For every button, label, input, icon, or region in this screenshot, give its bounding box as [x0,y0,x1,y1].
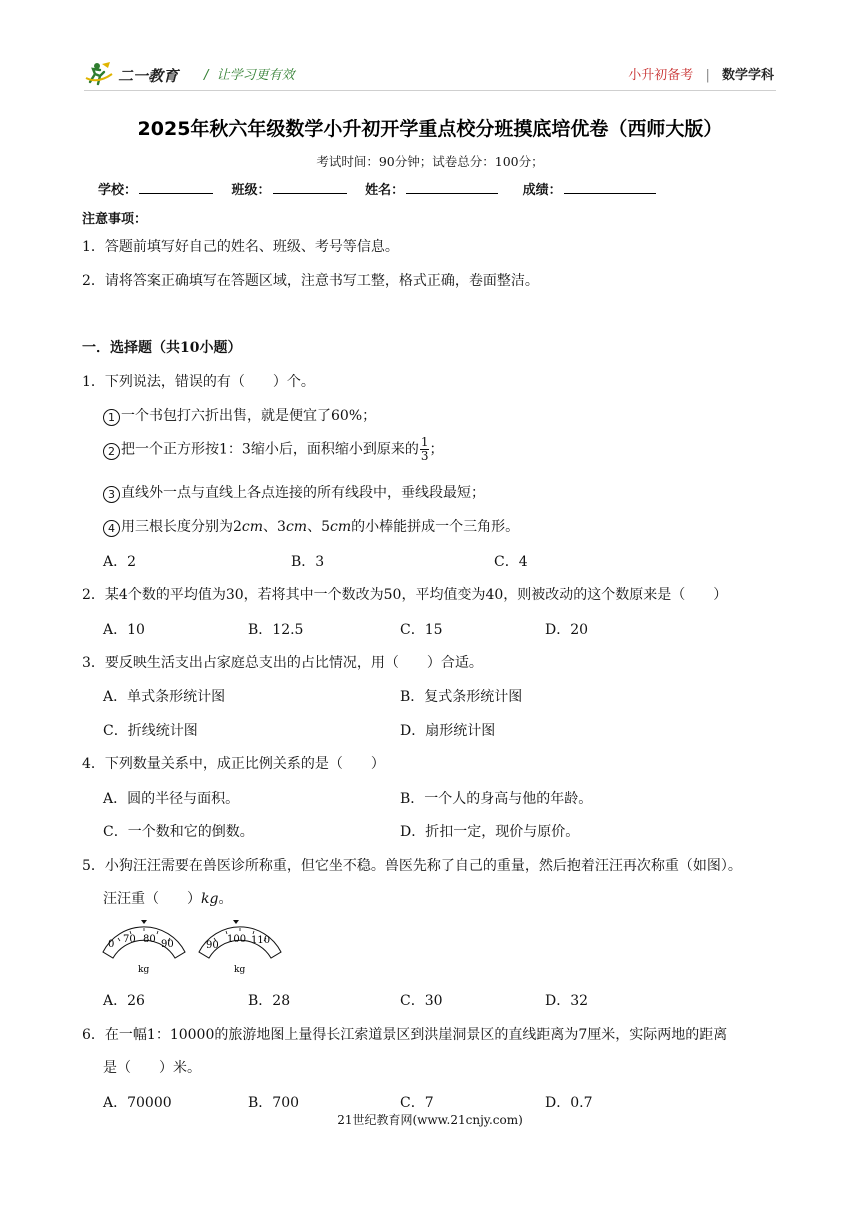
question-6-stem: 6．在一幅1：10000的旅游地图上量得长江索道景区到洪崖洞景区的直线距离为7厘米，实际两地的距离 [82,1027,728,1043]
exam-info: 考试时间：90分钟；试卷总分：100分； [316,154,544,169]
school-blank[interactable] [139,179,213,194]
option-a[interactable]: A．圆的半径与面积。 [103,791,240,807]
header-tag: 小升初备考 [628,68,694,83]
pointer-icon [233,920,239,924]
school-label: 学校： [98,183,138,198]
question-5-stem-line2: 汪汪重（ ）kg。 [103,891,233,907]
notes-title: 注意事项： [82,212,148,227]
option-a[interactable]: A．70000 [103,1095,172,1111]
weighing-scales-figure [100,920,290,980]
question-1-stem: 1．下列说法，错误的有（ ）个。 [82,374,315,390]
scale-dial-1 [103,920,185,975]
option-a[interactable]: A．单式条形统计图 [103,689,226,705]
option-c[interactable]: C．15 [400,622,443,638]
q1-statement-3: 3 直线外一点与直线上各点连接的所有线段中，垂线段最短； [103,482,485,503]
option-c[interactable]: C．7 [400,1095,434,1111]
option-b[interactable]: B．3 [291,554,325,570]
svg-text:80: 80 [143,934,156,945]
name-label: 姓名： [365,183,405,198]
option-b[interactable]: B．一个人的身高与他的年龄。 [400,791,593,807]
svg-text:kg: kg [234,965,246,975]
option-b[interactable]: B．复式条形统计图 [400,689,523,705]
option-c[interactable]: C．4 [494,554,528,570]
option-b[interactable]: B．12.5 [248,622,304,638]
svg-text:90: 90 [206,940,219,951]
header-subject: 数学学科 [721,68,774,83]
question-3-stem: 3．要反映生活支出占家庭总支出的占比情况，用（ ）合适。 [82,655,483,671]
option-c[interactable]: C．30 [400,993,443,1009]
fraction: $\frac{1}{3}$ [420,435,429,463]
option-c[interactable]: C．一个数和它的倒数。 [103,824,254,840]
running-figure-icon [86,62,112,84]
circled-number-icon: 3 [103,486,120,503]
circled-number-icon: 4 [103,520,120,537]
circled-number-icon: 1 [103,409,120,426]
name-blank[interactable] [406,179,498,194]
page-title: 2025年秋六年级数学小升初开学重点校分班摸底培优卷（西师大版） [137,118,723,140]
option-d[interactable]: D．扇形统计图 [400,723,496,739]
option-a[interactable]: A．26 [103,993,145,1009]
brand-name: 二一教育 [118,67,179,85]
svg-text:0: 0 [108,939,115,950]
q1-statement-4: 4 用三根长度分别为2cm、3cm、5cm的小棒能拼成一个三角形。 [103,516,519,537]
student-info-row [98,179,656,198]
circled-number-icon: 2 [103,443,120,460]
score-label: 成绩： [522,183,562,198]
option-c[interactable]: C．折线统计图 [103,723,198,739]
note-item: 1．答题前填写好自己的姓名、班级、考号等信息。 [82,239,399,255]
class-label: 班级： [231,183,271,198]
svg-text:110: 110 [251,935,271,946]
question-2-stem: 2．某4个数的平均值为30，若将其中一个数改为50，平均值变为40，则被改动的这个数原来是（ ） [82,587,728,603]
note-item: 2．请将答案正确填写在答题区域，注意书写工整，格式正确，卷面整洁。 [82,273,539,289]
header-right [628,64,774,83]
page-footer: 21世纪教育网(www.21cnjy.com) [337,1113,523,1127]
svg-text:70: 70 [123,934,136,945]
option-d[interactable]: D．0.7 [545,1095,593,1111]
option-d[interactable]: D．折扣一定，现价与原价。 [400,824,580,840]
option-d[interactable]: D．32 [545,993,589,1009]
q1-statement-2: 2 把一个正方形按1：3缩小后，面积缩小到原来的 $\frac{1}{3}$ ； [103,436,443,463]
scale-dial-2 [199,920,281,975]
class-blank[interactable] [273,179,347,194]
question-6-stem-line2: 是（ ）米。 [103,1060,201,1076]
question-4-stem: 4．下列数量关系中，成正比例关系的是（ ） [82,756,385,772]
svg-text:100: 100 [227,934,247,945]
option-a[interactable]: A．10 [103,622,145,638]
svg-text:kg: kg [138,965,150,975]
header-separator: | [705,68,710,83]
pointer-icon [141,920,147,924]
option-b[interactable]: B．28 [248,993,291,1009]
section-title: 一．选择题（共10小题） [82,340,242,356]
brand-logo [84,60,190,88]
option-b[interactable]: B．700 [248,1095,300,1111]
slogan: / 让学习更有效 [204,68,295,83]
q1-statement-1: 1 一个书包打六折出售，就是便宜了60%； [103,405,376,426]
score-blank[interactable] [564,179,656,194]
question-5-stem: 5．小狗汪汪需要在兽医诊所称重，但它坐不稳。兽医先称了自己的重量，然后抱着汪汪再次称重（如图）。 [82,858,742,874]
header-divider [84,90,776,91]
option-a[interactable]: A．2 [103,554,137,570]
svg-text:90: 90 [161,939,174,950]
option-d[interactable]: D．20 [545,622,589,638]
